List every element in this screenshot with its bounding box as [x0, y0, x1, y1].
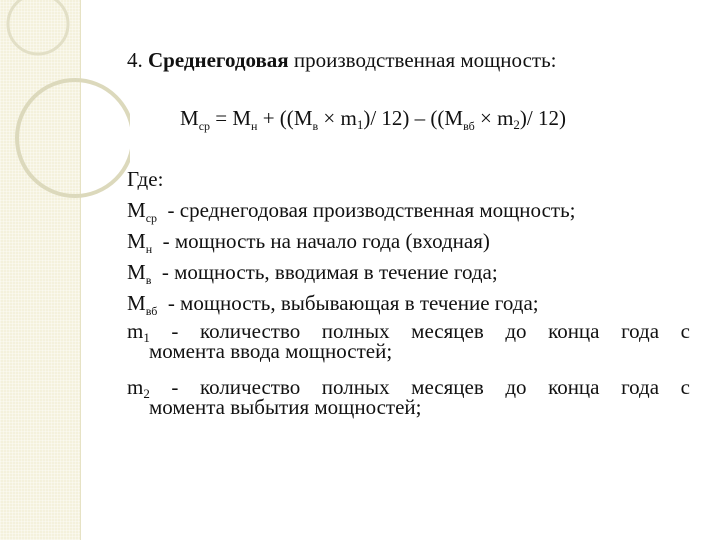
title-bold-word: Среднегодовая	[148, 48, 289, 72]
def-word: года	[621, 319, 660, 343]
def-word: с	[680, 375, 690, 399]
def-word: количество	[199, 319, 301, 343]
def-word: полных	[321, 319, 390, 343]
formula-sub-sr: ср	[198, 119, 211, 133]
title-rest: производственная мощность:	[293, 48, 557, 72]
definitions-list	[127, 165, 690, 432]
def-symbol: m	[127, 319, 144, 343]
formula-sub-2: 2	[513, 117, 520, 132]
def-description: - среднегодовая производственная мощность;	[167, 198, 576, 222]
formula-M-sr: M	[180, 106, 199, 130]
formula-sub-1: 1	[356, 117, 364, 132]
formula-sub-n: н	[251, 119, 258, 133]
def-word: месяцев	[411, 375, 484, 399]
formula-equals: =	[215, 106, 228, 130]
formula-sub-vb: вб	[463, 119, 475, 133]
deco-circle-small	[8, 0, 68, 54]
def-description: - мощность, вводимая в течение года;	[161, 260, 498, 284]
def-word: до	[505, 319, 527, 343]
def-symbol-group	[127, 319, 150, 345]
def-subscript: вб	[145, 304, 158, 318]
def-item-msr	[127, 196, 690, 227]
formula-plus: + ((	[262, 106, 294, 130]
formula-div-close: )/ 12) – ((	[363, 106, 445, 130]
def-symbol-group	[127, 375, 150, 401]
formula-M-n: M	[232, 106, 252, 130]
formula-times-1: ×	[323, 106, 336, 130]
def-item-mv	[127, 258, 690, 289]
def-subscript: 1	[143, 330, 150, 345]
def-word: -	[171, 375, 179, 399]
def-symbol: M	[127, 260, 146, 284]
def-word: до	[505, 375, 527, 399]
formula-times-2: ×	[479, 106, 492, 130]
def-word: конца	[548, 375, 600, 399]
def-item-mn	[127, 227, 690, 258]
def-symbol: m	[127, 375, 144, 399]
formula-m1: m	[340, 106, 357, 130]
def-word: -	[171, 319, 179, 343]
def-item-m2-continuation: момента выбытия мощностей;	[149, 395, 422, 419]
def-symbol: M	[127, 229, 146, 253]
def-description: - мощность на начало года (входная)	[162, 229, 490, 253]
def-word: с	[680, 319, 690, 343]
title-number: 4.	[127, 48, 143, 72]
formula-M-v: M	[293, 106, 313, 130]
def-word: полных	[321, 375, 390, 399]
def-symbol: M	[127, 291, 146, 315]
formula-M-vb: M	[444, 106, 464, 130]
formula-div-end: )/ 12)	[519, 106, 566, 130]
slide-title	[127, 48, 556, 73]
decorative-circles	[0, 0, 130, 220]
def-symbol: M	[127, 198, 146, 222]
def-word: конца	[548, 319, 600, 343]
def-word: года	[621, 375, 660, 399]
formula-sub-v: в	[312, 119, 319, 133]
def-subscript: ср	[145, 211, 158, 225]
formula-m2: m	[497, 106, 514, 130]
def-word: количество	[199, 375, 301, 399]
def-description: - мощность, выбывающая в течение года;	[167, 291, 539, 315]
def-item-m1-continuation: момента ввода мощностей;	[149, 339, 393, 363]
def-subscript: в	[145, 273, 152, 287]
def-subscript: н	[145, 242, 153, 256]
def-subscript: 2	[143, 386, 150, 401]
def-item-mvb	[127, 289, 690, 320]
deco-circle-large	[17, 80, 130, 196]
def-word: месяцев	[411, 319, 484, 343]
formula	[180, 106, 566, 134]
where-label: Где:	[127, 167, 164, 191]
